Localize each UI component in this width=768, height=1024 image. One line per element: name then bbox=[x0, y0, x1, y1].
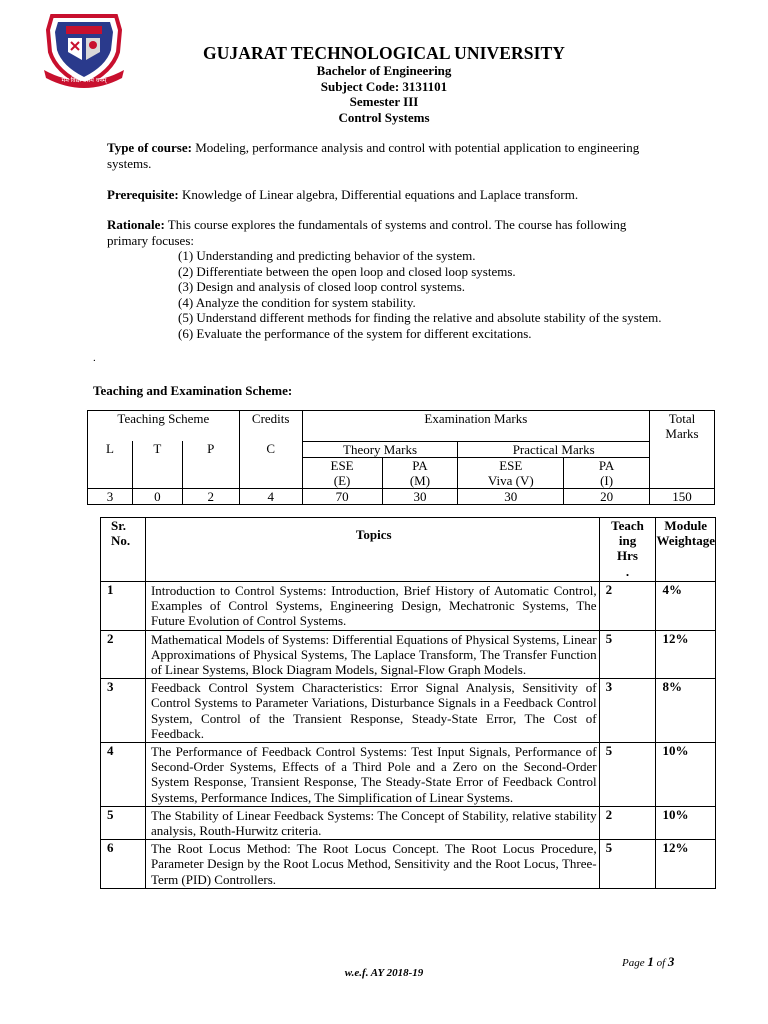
prerequisite-label: Prerequisite: bbox=[107, 187, 179, 202]
prerequisite-text: Knowledge of Linear algebra, Differential equations and Laplace transform. bbox=[178, 187, 579, 202]
table-cell: 0 bbox=[132, 488, 182, 504]
subject-name-line: Control Systems bbox=[338, 109, 430, 125]
teaching-hrs-cell: 2 bbox=[599, 582, 656, 631]
table-cell: 4 bbox=[239, 488, 302, 504]
weightage-cell: 10% bbox=[656, 743, 716, 807]
table-row bbox=[101, 582, 716, 631]
weightage-cell: 12% bbox=[656, 630, 716, 679]
list-item: (5) Understand different methods for finding the relative and absolute stability of the system. bbox=[178, 310, 662, 325]
rationale bbox=[107, 217, 667, 248]
table-row bbox=[101, 743, 716, 807]
table-row bbox=[101, 630, 716, 679]
teaching-scheme-header: Teaching Scheme bbox=[88, 411, 240, 442]
sr-no-cell: 6 bbox=[101, 840, 146, 889]
table-cell: 30 bbox=[382, 488, 458, 504]
table-cell: 2 bbox=[182, 488, 239, 504]
type-of-course-text: Modeling, performance analysis and control with potential application to engineering systems. bbox=[107, 140, 640, 171]
table-cell: 150 bbox=[650, 488, 715, 504]
topic-cell: The Root Locus Method: The Root Locus Concept. The Root Locus Procedure, Parameter Design by the Root Locus Method, Sensitivity and the Root Locus, Three-Term (PID) Controllers. bbox=[145, 840, 599, 889]
subject-code-line: Subject Code: 3131101 bbox=[320, 78, 448, 94]
teaching-hrs-header: Teach ing Hrs . bbox=[599, 518, 656, 582]
sr-no-cell: 4 bbox=[101, 743, 146, 807]
effective-date: w.e.f. AY 2018-19 bbox=[344, 967, 424, 979]
t-header: T bbox=[132, 441, 182, 457]
table-cell: 30 bbox=[458, 488, 564, 504]
list-item: (4) Analyze the condition for system stability. bbox=[178, 294, 416, 310]
stray-dot: . bbox=[93, 352, 96, 364]
teaching-hrs-cell: 3 bbox=[599, 679, 656, 743]
table-row bbox=[101, 806, 716, 839]
weightage-cell: 10% bbox=[656, 806, 716, 839]
teaching-hrs-cell: 5 bbox=[599, 743, 656, 807]
list-item: (6) Evaluate the performance of the system for different excitations. bbox=[178, 325, 532, 341]
list-item: (3) Design and analysis of closed loop control systems. bbox=[178, 279, 466, 294]
table-row bbox=[101, 840, 716, 889]
table-cell: 70 bbox=[302, 488, 382, 504]
credits-header: Credits bbox=[239, 411, 302, 442]
scheme-title: Teaching and Examination Scheme: bbox=[93, 383, 293, 398]
prerequisite bbox=[107, 187, 667, 203]
rationale-label: Rationale: bbox=[107, 217, 165, 232]
type-of-course-label: Type of course: bbox=[107, 140, 192, 155]
table-row bbox=[101, 679, 716, 743]
sr-no-cell: 5 bbox=[101, 806, 146, 839]
semester-line: Semester III bbox=[349, 94, 419, 109]
topic-cell: Feedback Control System Characteristics: Error Signal Analysis, Sensitivity of Control Systems to Parameter Variations, Disturbance Signals in a Feedback Control System, Control of the Transient Response, Steady-State Error, The Cost of Feedback. bbox=[145, 679, 599, 743]
p-header: P bbox=[182, 441, 239, 457]
university-title: GUJARAT TECHNOLOGICAL UNIVERSITY bbox=[202, 43, 566, 63]
svg-text:मम विद्या उत्तमं धनम्: मम विद्या उत्तमं धनम् bbox=[61, 77, 107, 84]
ese-practical-header: ESE Viva (V) bbox=[458, 457, 564, 488]
topic-cell: The Performance of Feedback Control Systems: Test Input Signals, Performance of Second-Order Systems, Effects of a Third Pole and a Zero on the Second-Order System Response, Transient Response, The Steady-State Error of Feedback Control Systems, Performance Indices, The Simplification of Linear Systems. bbox=[145, 743, 599, 807]
rationale-focus-list bbox=[178, 248, 668, 341]
l-header: L bbox=[88, 441, 133, 457]
rationale-text: This course explores the fundamentals of systems and control. The course has following primary focuses: bbox=[107, 217, 627, 248]
teaching-hrs-cell: 5 bbox=[599, 630, 656, 679]
table-cell: 3 bbox=[88, 488, 133, 504]
theory-marks-header: Theory Marks bbox=[302, 441, 458, 457]
list-item: (2) Differentiate between the open loop and closed loop systems. bbox=[178, 263, 516, 279]
list-item: (1) Understanding and predicting behavior of the system. bbox=[178, 248, 476, 263]
topic-cell: Mathematical Models of Systems: Differential Equations of Physical Systems, Linear Approximations of Physical Systems, The Laplace Transform, The Transfer Function of Linear Systems, Block Diagram Models, Signal-Flow Graph Models. bbox=[145, 630, 599, 679]
sr-no-cell: 1 bbox=[101, 582, 146, 631]
c-header: C bbox=[239, 441, 302, 457]
ese-theory-header: ESE (E) bbox=[302, 457, 382, 488]
page-number: Page 1 of 3 bbox=[622, 954, 675, 969]
teaching-hrs-cell: 5 bbox=[599, 840, 656, 889]
table-row bbox=[88, 488, 715, 504]
exam-marks-header: Examination Marks bbox=[302, 411, 649, 442]
weightage-cell: 8% bbox=[656, 679, 716, 743]
sr-no-cell: 2 bbox=[101, 630, 146, 679]
topic-cell: Introduction to Control Systems: Introduction, Brief History of Automatic Control, Examples of Control Systems, Engineering Design, Mechatronic Systems, The Future Evolution of Control Systems. bbox=[145, 582, 599, 631]
topics-header: Topics bbox=[145, 518, 599, 582]
sr-no-cell: 3 bbox=[101, 679, 146, 743]
weightage-cell: 12% bbox=[656, 840, 716, 889]
table-cell: 20 bbox=[564, 488, 650, 504]
degree-line: Bachelor of Engineering bbox=[316, 63, 452, 78]
practical-marks-header: Practical Marks bbox=[458, 441, 650, 457]
weightage-cell: 4% bbox=[656, 582, 716, 631]
total-marks-header: Total Marks bbox=[650, 411, 715, 442]
scheme-table bbox=[87, 410, 715, 505]
teaching-hrs-cell: 2 bbox=[599, 806, 656, 839]
type-of-course bbox=[107, 140, 667, 171]
pa-theory-header: PA (M) bbox=[382, 457, 458, 488]
module-weightage-header: Module Weightage bbox=[656, 518, 716, 582]
topic-cell: The Stability of Linear Feedback Systems: The Concept of Stability, relative stability analysis, Routh-Hurwitz criteria. bbox=[145, 806, 599, 839]
sr-no-header: Sr. No. bbox=[101, 518, 146, 582]
topics-table bbox=[100, 517, 716, 889]
pa-practical-header: PA (I) bbox=[564, 457, 650, 488]
